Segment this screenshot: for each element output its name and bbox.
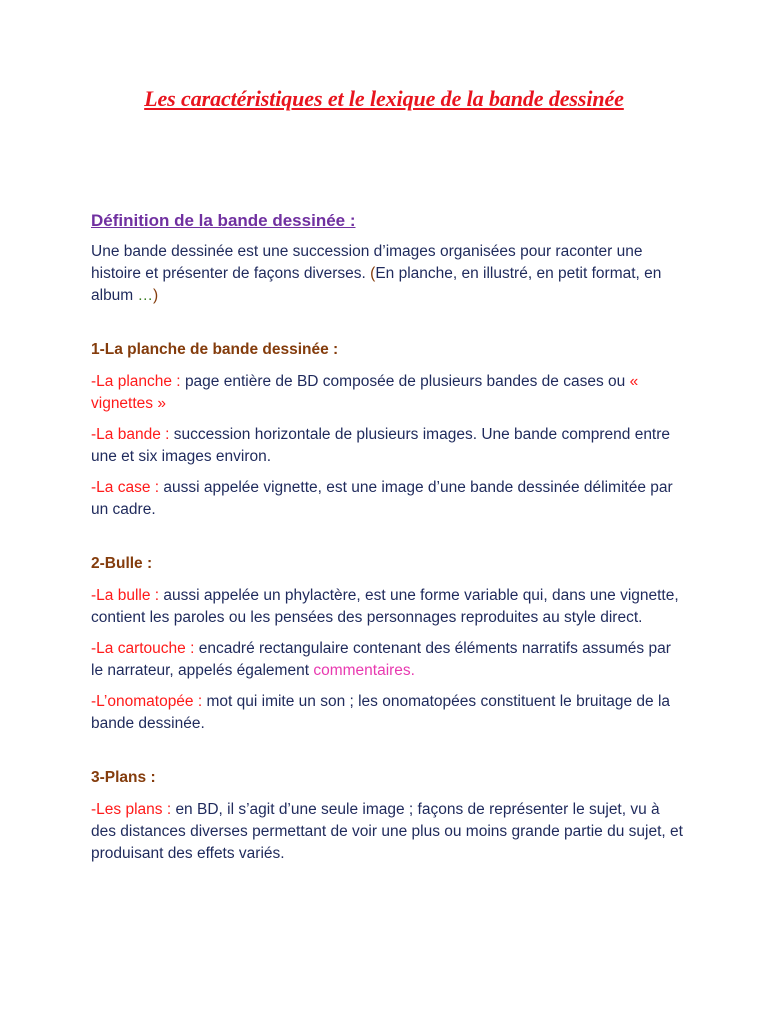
term-definition: page entière de BD composée de plusieurs bandes de cases ou xyxy=(184,373,630,390)
section-heading-plans: 3-Plans : xyxy=(91,769,156,786)
term-highlight: commentaires. xyxy=(313,662,415,679)
term-definition: mot qui imite un son ; les onomatopées constituent le bruitage de la bande dessinée. xyxy=(91,693,671,732)
definition-paragraph xyxy=(91,241,683,307)
term-label: -La case : xyxy=(91,479,164,496)
section-heading-bulle: 2-Bulle : xyxy=(91,555,153,572)
document-content xyxy=(91,209,683,874)
definition-paren-close: ) xyxy=(153,287,159,304)
term-definition: en BD, il s’agit d’une seule image ; façons de représenter le sujet, vu à des distances diverses permettant de voir une plus ou moins grande partie du sujet, et produisant des effets variés. xyxy=(91,801,683,862)
document-title: Les caractéristiques et le lexique de la bande dessinée xyxy=(144,86,624,111)
term-label: -La bande : xyxy=(91,426,174,443)
item-onomatopee xyxy=(91,691,683,735)
term-label: -La planche : xyxy=(91,373,185,390)
term-label: -La bulle : xyxy=(91,587,164,604)
item-bulle xyxy=(91,585,683,629)
item-planche xyxy=(91,371,683,415)
term-label: -Les plans : xyxy=(91,801,176,818)
term-definition: aussi appelée un phylactère, est une forme variable qui, dans une vignette, contient les paroles ou les pensées des personnages reproduites au style direct. xyxy=(91,587,679,626)
term-label: -L’onomatopée : xyxy=(91,693,207,710)
section-heading-planche: 1-La planche de bande dessinée : xyxy=(91,341,339,358)
definition-heading: Définition de la bande dessinée : xyxy=(91,211,356,230)
term-definition: aussi appelée vignette, est une image d’une bande dessinée délimitée par un cadre. xyxy=(91,479,673,518)
item-case xyxy=(91,477,683,521)
definition-text: Une bande dessinée est une succession d’images organisées pour raconter une histoire et présenter de façons diverses. xyxy=(91,243,643,282)
definition-paren-open: ( xyxy=(370,265,376,282)
term-extra: « vignettes » xyxy=(91,373,639,412)
definition-ellipsis: … xyxy=(137,287,154,304)
item-bande xyxy=(91,424,683,468)
definition-paren-text: En planche, en illustré, en petit format, en album xyxy=(91,265,662,304)
term-label: -La cartouche : xyxy=(91,640,199,657)
item-plans xyxy=(91,799,683,865)
item-cartouche xyxy=(91,638,683,682)
term-definition: encadré rectangulaire contenant des éléments narratifs assumés par le narrateur, appelés également xyxy=(91,640,671,679)
term-definition: succession horizontale de plusieurs images. Une bande comprend entre une et six images environ. xyxy=(91,426,671,465)
